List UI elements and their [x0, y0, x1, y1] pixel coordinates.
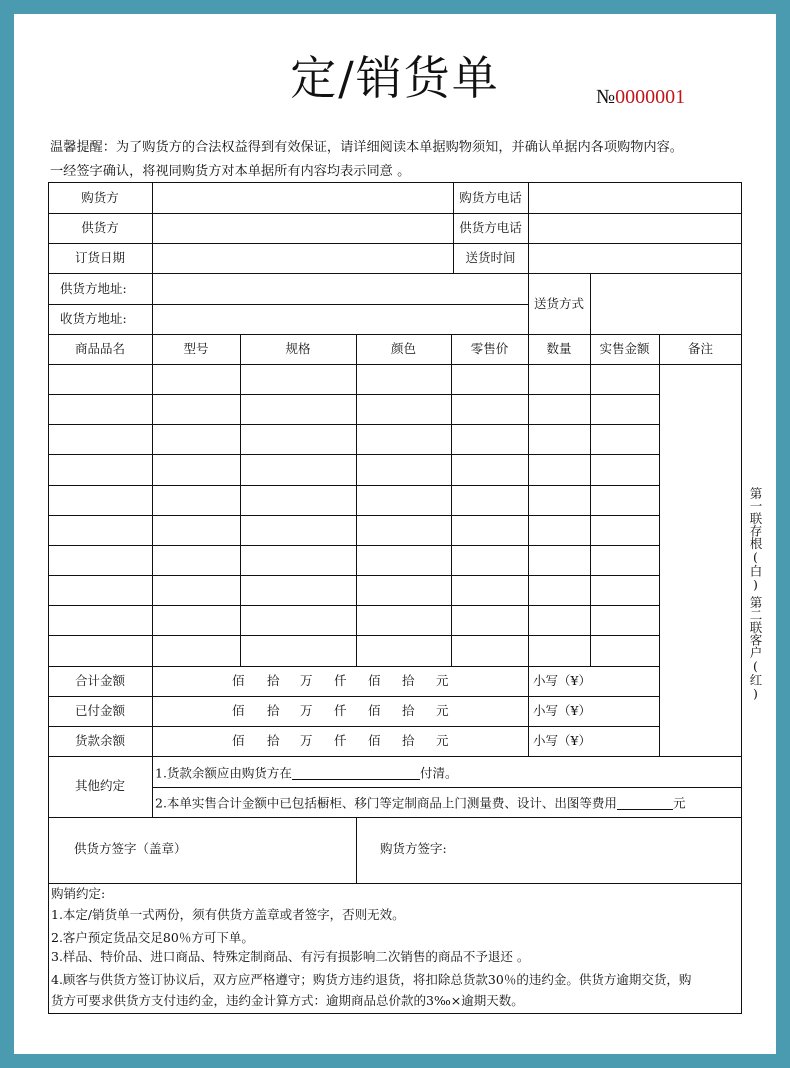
- unit-bai: 佰: [368, 673, 381, 688]
- serial-digits: 0000001: [615, 86, 686, 108]
- col-line: [590, 273, 591, 334]
- unit-yuan: 元: [436, 733, 449, 748]
- unit-bai: 佰: [368, 733, 381, 748]
- unit-bai: 佰: [368, 703, 381, 718]
- terms-item-1: 1.本定/销货单一式两份，须有供货方盖章或者签字，否则无效。: [51, 907, 405, 922]
- other-agreement-label: 其他约定: [74, 778, 125, 793]
- supplier-phone-label: 供货方电话: [459, 220, 522, 235]
- notice-line-2: 一经签字确认，将视同购货方对本单据所有内容均表示同意 。: [50, 164, 411, 179]
- terms-item-3: 3.样品、特价品、进口商品、特殊定制商品、有污有损影响二次销售的商品不予退还 。: [51, 949, 530, 964]
- col-line: [152, 756, 153, 817]
- other-clause-1: [155, 766, 457, 780]
- unit-qian: 仟: [334, 733, 347, 748]
- page-title: 定/销货单: [290, 51, 500, 105]
- fee-amount-blank[interactable]: [617, 796, 673, 810]
- row-line: [48, 485, 659, 486]
- terms-item-4: 4.顾客与供货方签订协议后，双方应严格遵守；购货方违约退货，将扣除总货款30％的违约金。供货方逾期交货，购: [51, 972, 692, 987]
- balance-small-label: 小写（¥）: [533, 733, 591, 748]
- unit-bai: 佰: [232, 673, 245, 688]
- col-header-product: 商品品名: [74, 341, 125, 356]
- buyer-label: 购货方: [81, 190, 119, 205]
- col-line: [240, 334, 241, 666]
- clause-1-text: 1.货款余额应由购货方在: [155, 765, 292, 781]
- row-line: [48, 424, 659, 425]
- serial-number: [596, 86, 685, 109]
- row-line: [48, 605, 659, 606]
- col-line: [528, 182, 529, 756]
- unit-qian: 仟: [334, 673, 347, 688]
- row-line: [48, 575, 659, 576]
- unit-yuan: 元: [436, 703, 449, 718]
- clause-2-tail: 元: [672, 795, 686, 811]
- col-line: [356, 817, 357, 883]
- notice-line-1: 温馨提醒：为了购货方的合法权益得到有效保证，请详细阅读本单据购物须知，并确认单据内各项购物内容。: [50, 140, 683, 155]
- buyer-phone-label: 购货方电话: [459, 190, 522, 205]
- col-header-model: 型号: [183, 341, 209, 356]
- terms-title: 购销约定:: [51, 886, 106, 901]
- terms-item-4-cont: 货方可要求供货方支付违约金，违约金计算方式：逾期商品总价款的3‰×逾期天数。: [51, 993, 524, 1008]
- clause-2-text: 2.本单实售合计金额中已包括橱柜、移门等定制商品上门测量费、设计、出图等费用: [155, 795, 617, 811]
- unit-shi: 拾: [267, 673, 280, 688]
- unit-bai: 佰: [232, 733, 245, 748]
- order-date-label: 订货日期: [74, 250, 125, 265]
- total-amount-label: 合计金额: [74, 673, 125, 688]
- col-line: [590, 334, 591, 666]
- terms-item-2: 2.客户预定货品交足80％方可下单。: [51, 930, 254, 945]
- row-line: [48, 883, 742, 884]
- row-line: [48, 817, 742, 818]
- balance-label: 货款余额: [74, 733, 125, 748]
- row-line: [48, 515, 659, 516]
- col-line: [451, 334, 452, 666]
- col-header-retail-price: 零售价: [470, 341, 509, 356]
- unit-wan: 万: [300, 733, 313, 748]
- buyer-address-label: 收货方地址:: [60, 311, 127, 326]
- unit-bai: 佰: [232, 703, 245, 718]
- unit-wan: 万: [300, 703, 313, 718]
- row-line: [48, 394, 659, 395]
- other-clause-2: [155, 796, 685, 810]
- row-line: [48, 635, 659, 636]
- row-line: [152, 787, 742, 788]
- row-line: [48, 545, 659, 546]
- serial-prefix: №: [596, 86, 616, 108]
- copy-2-note: 第二联客户(红): [748, 596, 763, 701]
- copy-1-note: 第一联存根(白): [748, 487, 763, 592]
- unit-qian: 仟: [334, 703, 347, 718]
- supplier-label: 供货方: [81, 220, 119, 235]
- row-line: [48, 666, 659, 667]
- col-line: [152, 182, 153, 756]
- unit-wan: 万: [300, 673, 313, 688]
- col-header-quantity: 数量: [546, 341, 572, 356]
- delivery-time-label: 送货时间: [465, 250, 516, 265]
- supplier-address-label: 供货方地址:: [60, 281, 127, 296]
- col-header-spec: 规格: [285, 341, 311, 356]
- unit-yuan: 元: [436, 673, 449, 688]
- col-line: [659, 334, 660, 756]
- col-header-color: 颜色: [390, 341, 416, 356]
- paid-small-label: 小写（¥）: [533, 703, 591, 718]
- paid-amount-label: 已付金额: [74, 703, 125, 718]
- row-line: [48, 304, 528, 305]
- col-header-remarks: 备注: [687, 341, 713, 356]
- buyer-signature-label: 购货方签字:: [380, 841, 447, 856]
- total-small-label: 小写（¥）: [533, 673, 591, 688]
- unit-shi: 拾: [267, 733, 280, 748]
- col-line: [356, 334, 357, 666]
- unit-shi: 拾: [402, 703, 415, 718]
- supplier-signature-label: 供货方签字（盖章）: [74, 841, 187, 856]
- unit-shi: 拾: [402, 733, 415, 748]
- row-line: [48, 696, 659, 697]
- row-line: [48, 454, 659, 455]
- delivery-method-label: 送货方式: [534, 296, 585, 311]
- col-header-amount: 实售金额: [599, 341, 650, 356]
- row-line: [48, 726, 659, 727]
- payment-date-blank[interactable]: [292, 766, 420, 780]
- clause-1-tail: 付清。: [419, 765, 458, 781]
- unit-shi: 拾: [402, 673, 415, 688]
- unit-shi: 拾: [267, 703, 280, 718]
